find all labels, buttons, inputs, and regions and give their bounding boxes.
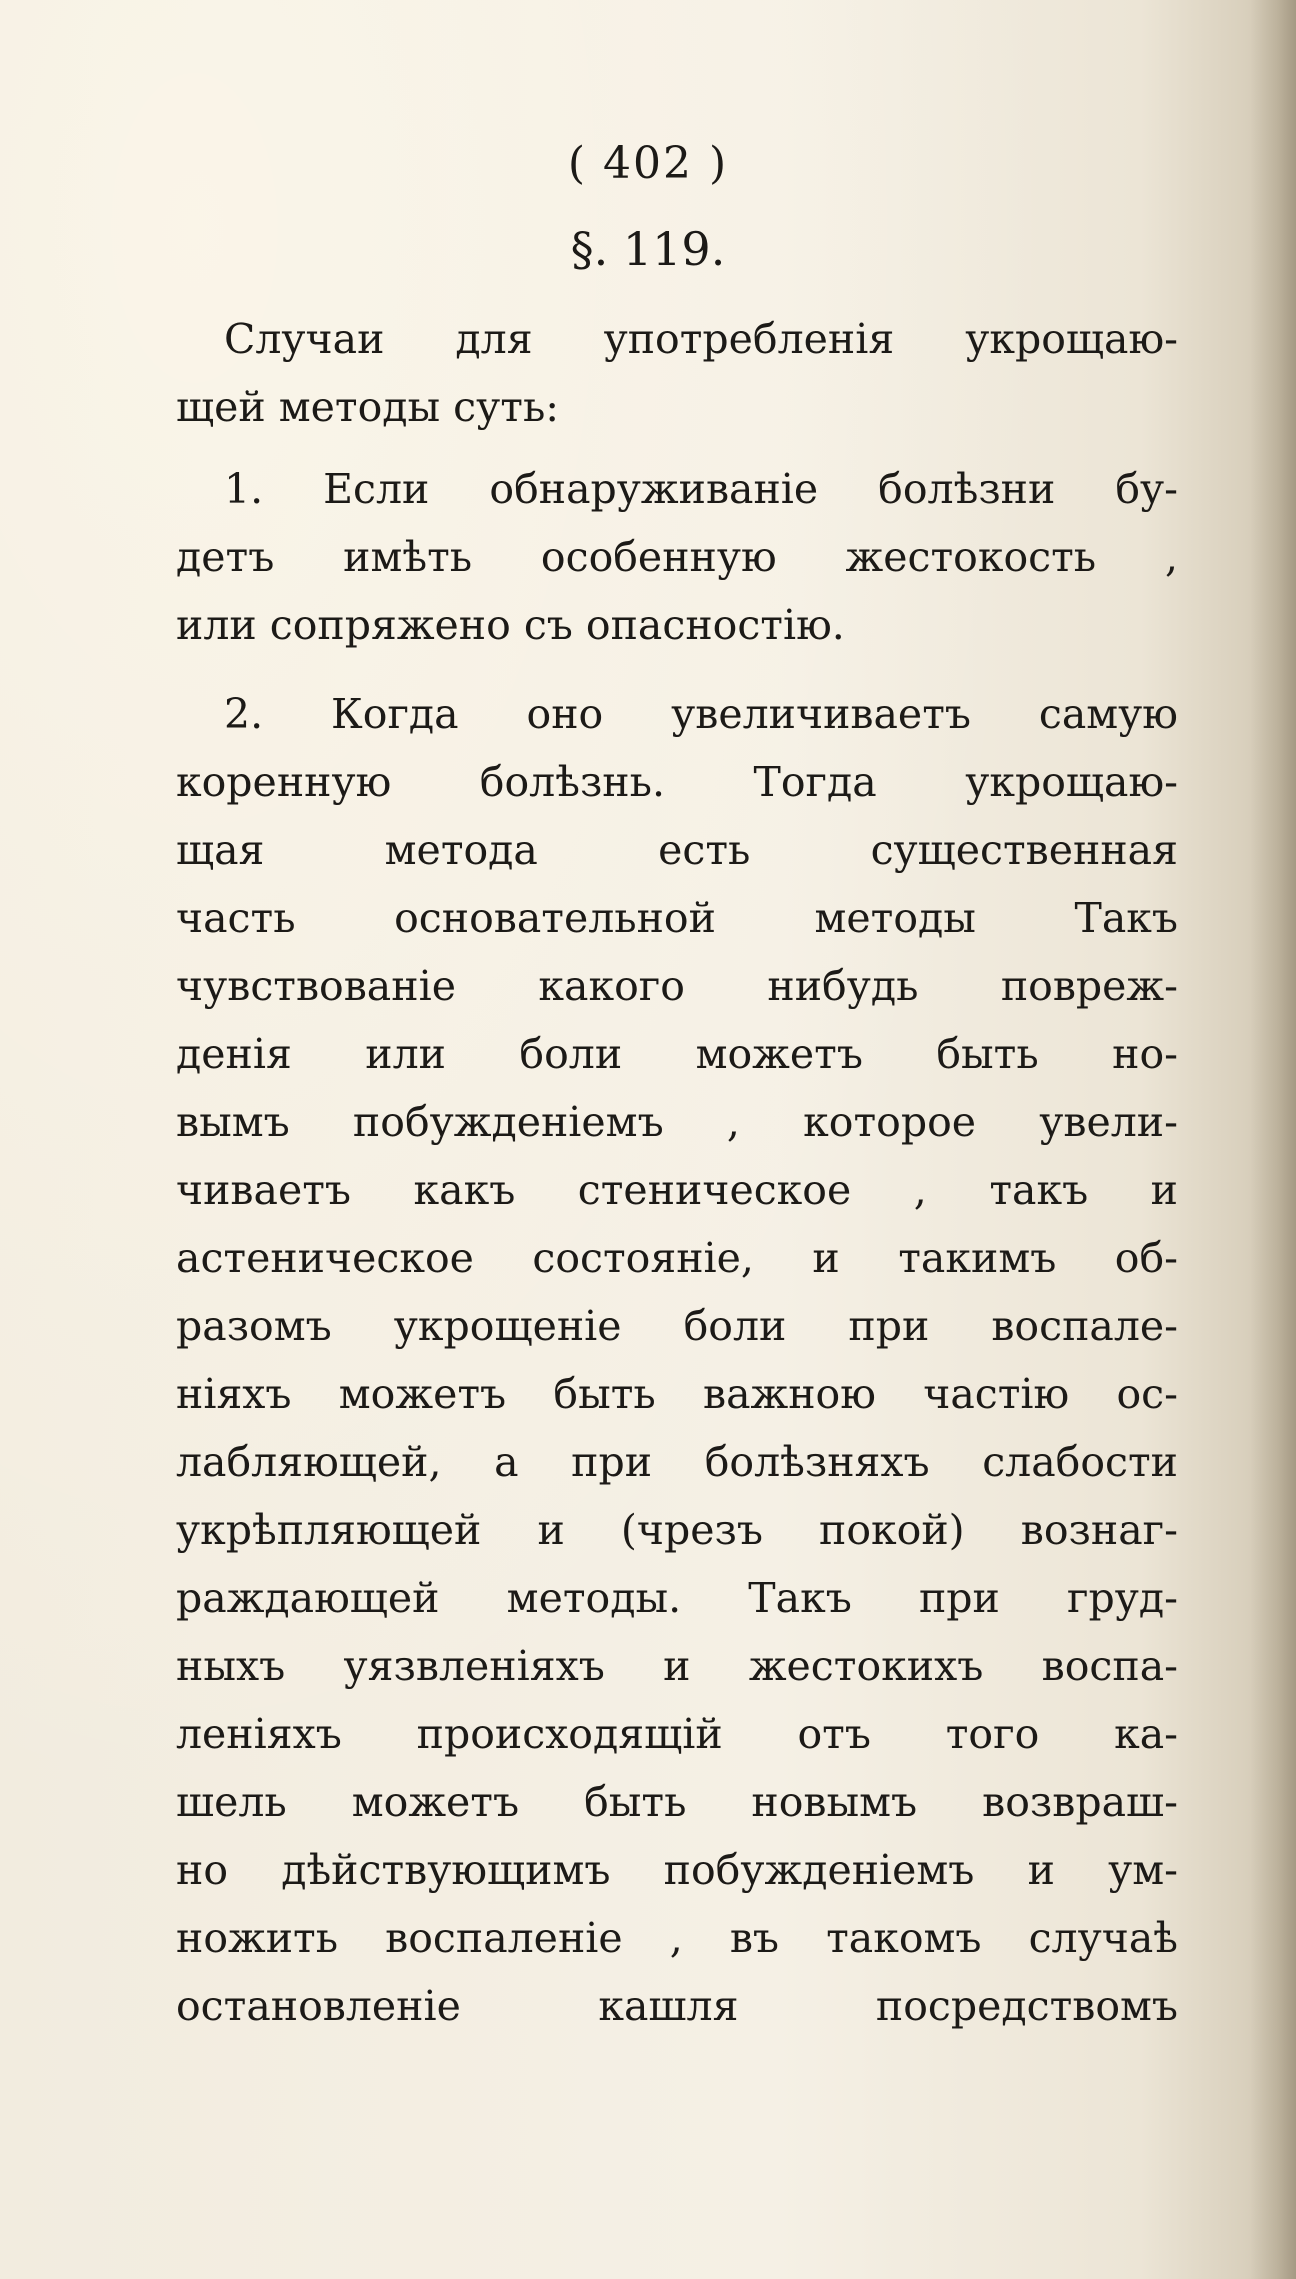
text-line: шель можетъ быть новымъ возвраш- xyxy=(176,1778,1178,1826)
page-edge-shadow xyxy=(1250,0,1296,2279)
section-heading: §. 119. xyxy=(570,222,726,276)
text-line: раждающей методы. Такъ при груд- xyxy=(176,1574,1178,1622)
paragraph-item-1 xyxy=(176,455,1178,659)
page-number: ( 402 ) xyxy=(567,138,729,189)
text-line: щей методы суть: xyxy=(176,383,560,431)
text-line: астеническое состояніе, и такимъ об- xyxy=(176,1234,1178,1282)
text-line: часть основательной методы Такъ xyxy=(176,894,1178,942)
text-line: ніяхъ можетъ быть важною частію ос- xyxy=(176,1370,1178,1418)
paragraph-intro xyxy=(176,305,1178,441)
text-line: 1. Если обнаруживаніе болѣзни бу- xyxy=(224,465,1178,513)
text-line: детъ имѣть особенную жестокость , xyxy=(176,533,1178,581)
text-line: коренную болѣзнь. Тогда укрощаю- xyxy=(176,758,1178,806)
text-line: леніяхъ происходящій отъ того ка- xyxy=(176,1710,1178,1758)
paragraph-item-2 xyxy=(176,680,1178,2040)
text-line: Случаи для употребленія укрощаю- xyxy=(224,315,1178,363)
text-line: денія или боли можетъ быть но- xyxy=(176,1030,1178,1078)
text-line: или сопряжено съ опасностію. xyxy=(176,601,845,649)
text-line: разомъ укрощеніе боли при воспале- xyxy=(176,1302,1178,1350)
text-line: ныхъ уязвленіяхъ и жестокихъ воспа- xyxy=(176,1642,1178,1690)
text-line: но дѣйствующимъ побужденіемъ и ум- xyxy=(176,1846,1178,1894)
text-line: чиваетъ какъ стеническое , такъ и xyxy=(176,1166,1178,1214)
text-line: вымъ побужденіемъ , которое увели- xyxy=(176,1098,1178,1146)
text-line: укрѣпляющей и (чрезъ покой) вознаг- xyxy=(176,1506,1178,1554)
text-line: ножить воспаленіе , въ такомъ случаѣ xyxy=(176,1914,1178,1962)
text-line: щая метода есть существенная xyxy=(176,826,1178,874)
text-line: чувствованіе какого нибудь повреж- xyxy=(176,962,1178,1010)
text-line: остановленіе кашля посредствомъ xyxy=(176,1982,1178,2030)
text-line: лабляющей, а при болѣзняхъ слабости xyxy=(176,1438,1178,1486)
text-line: 2. Когда оно увеличиваетъ самую xyxy=(224,690,1178,738)
